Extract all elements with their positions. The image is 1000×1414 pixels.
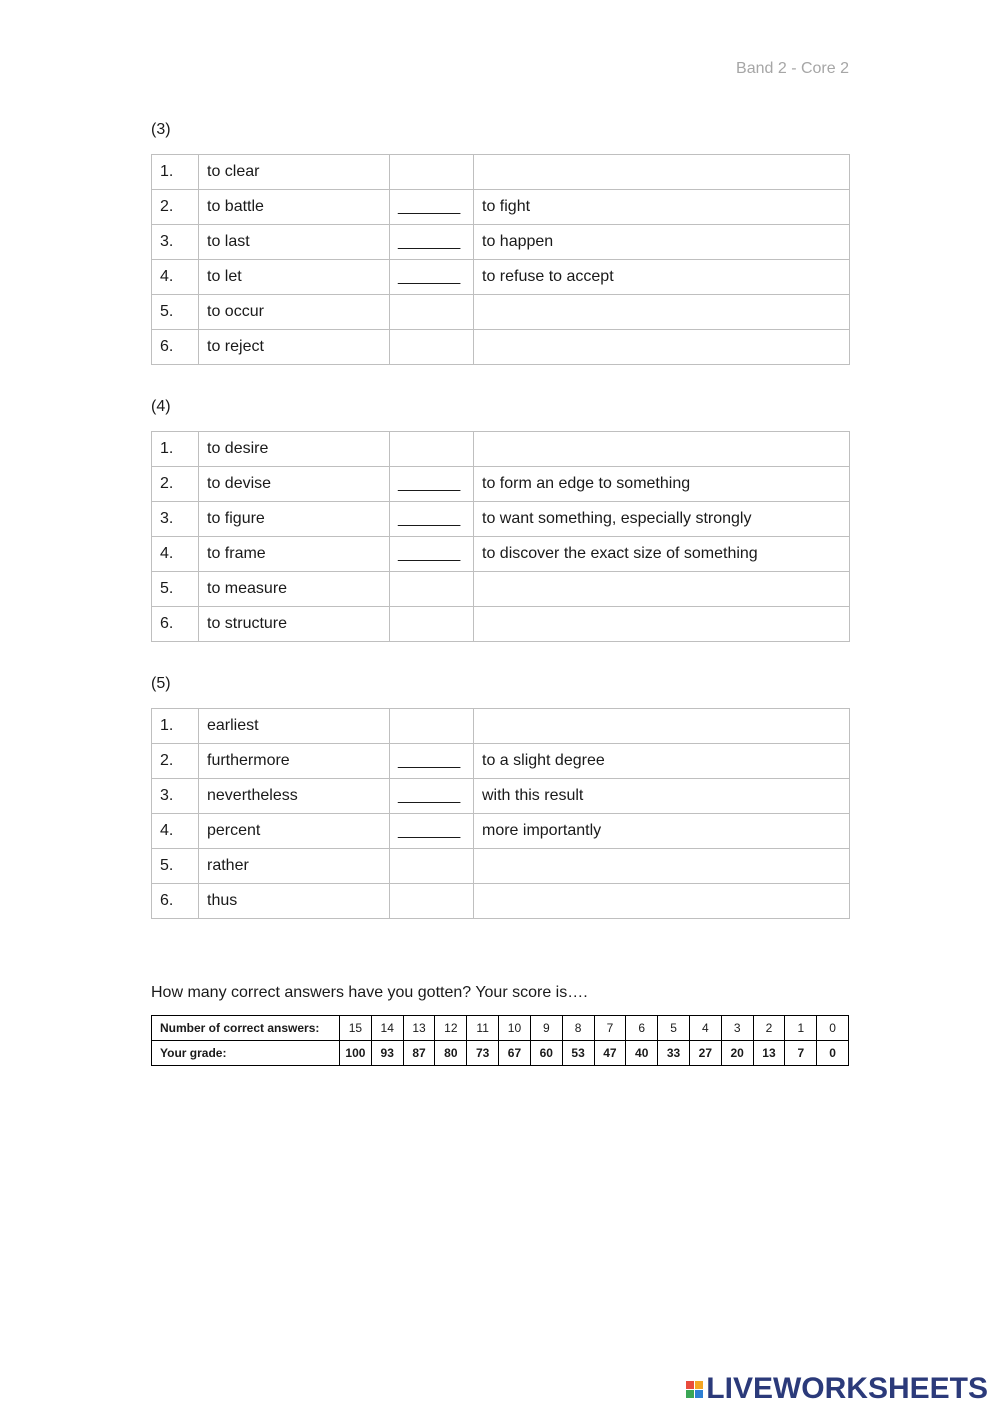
score-question: How many correct answers have you gotten? Your score is…. <box>151 984 588 1001</box>
definition: to want something, especially strongly <box>474 502 850 537</box>
item-number: 4. <box>152 814 199 849</box>
item-number: 5. <box>152 849 199 884</box>
vocab-word: to last <box>199 225 390 260</box>
empty-cell <box>390 849 474 884</box>
table-row <box>152 709 850 744</box>
vocab-word: to frame <box>199 537 390 572</box>
item-number: 5. <box>152 295 199 330</box>
vocab-word: to clear <box>199 155 390 190</box>
table-row <box>152 884 850 919</box>
page-header: Band 2 - Core 2 <box>736 60 849 77</box>
correct-count-cell: 3 <box>721 1016 753 1041</box>
table-row <box>152 607 850 642</box>
empty-cell <box>390 295 474 330</box>
vocab-word: percent <box>199 814 390 849</box>
table-row <box>152 502 850 537</box>
vocab-word: to devise <box>199 467 390 502</box>
correct-count-cell: 12 <box>435 1016 467 1041</box>
vocab-word: to reject <box>199 330 390 365</box>
definition: more importantly <box>474 814 850 849</box>
correct-answers-row <box>152 1016 849 1041</box>
answer-blank[interactable]: _______ <box>390 779 474 814</box>
grade-cell: 47 <box>594 1041 626 1066</box>
item-number: 2. <box>152 744 199 779</box>
grade-cell: 27 <box>689 1041 721 1066</box>
definition <box>474 330 850 365</box>
table-row <box>152 744 850 779</box>
item-number: 6. <box>152 607 199 642</box>
vocab-word: to desire <box>199 432 390 467</box>
table-row <box>152 330 850 365</box>
definition <box>474 155 850 190</box>
grade-cell: 67 <box>499 1041 531 1066</box>
correct-count-cell: 11 <box>467 1016 499 1041</box>
vocab-word: to figure <box>199 502 390 537</box>
vocab-word: furthermore <box>199 744 390 779</box>
vocab-word: nevertheless <box>199 779 390 814</box>
answer-blank[interactable]: _______ <box>390 502 474 537</box>
correct-count-cell: 1 <box>785 1016 817 1041</box>
correct-count-cell: 10 <box>499 1016 531 1041</box>
correct-count-cell: 2 <box>753 1016 785 1041</box>
answer-blank[interactable]: _______ <box>390 537 474 572</box>
answer-blank[interactable]: _______ <box>390 225 474 260</box>
definition <box>474 295 850 330</box>
liveworksheets-logo <box>686 1372 988 1406</box>
answer-blank[interactable]: _______ <box>390 190 474 225</box>
logo-mark-icon <box>686 1381 703 1398</box>
item-number: 1. <box>152 155 199 190</box>
correct-count-cell: 4 <box>689 1016 721 1041</box>
logo-square <box>695 1390 703 1398</box>
logo-text: LIVEWORKSHEETS <box>706 1372 988 1405</box>
empty-cell <box>390 884 474 919</box>
table-row <box>152 572 850 607</box>
logo-square <box>695 1381 703 1389</box>
item-number: 5. <box>152 572 199 607</box>
table-row <box>152 814 850 849</box>
definition: to form an edge to something <box>474 467 850 502</box>
definition: to discover the exact size of something <box>474 537 850 572</box>
definition: to happen <box>474 225 850 260</box>
vocab-word: earliest <box>199 709 390 744</box>
vocab-word: to measure <box>199 572 390 607</box>
definition: to fight <box>474 190 850 225</box>
answer-blank[interactable]: _______ <box>390 814 474 849</box>
item-number: 3. <box>152 502 199 537</box>
empty-cell <box>390 607 474 642</box>
definition <box>474 884 850 919</box>
vocab-word: to battle <box>199 190 390 225</box>
table-row <box>152 779 850 814</box>
matching-table <box>151 431 850 642</box>
answer-blank[interactable]: _______ <box>390 260 474 295</box>
grade-row <box>152 1041 849 1066</box>
table-row <box>152 260 850 295</box>
definition <box>474 849 850 884</box>
vocab-word: thus <box>199 884 390 919</box>
grade-cell: 93 <box>371 1041 403 1066</box>
correct-count-cell: 5 <box>658 1016 690 1041</box>
table-row <box>152 295 850 330</box>
item-number: 3. <box>152 225 199 260</box>
empty-cell <box>390 155 474 190</box>
item-number: 2. <box>152 190 199 225</box>
grade-cell: 100 <box>340 1041 372 1066</box>
empty-cell <box>390 709 474 744</box>
grade-cell: 60 <box>530 1041 562 1066</box>
grade-cell: 73 <box>467 1041 499 1066</box>
matching-table <box>151 154 850 365</box>
item-number: 4. <box>152 537 199 572</box>
section-label: (4) <box>151 398 171 415</box>
correct-count-cell: 14 <box>371 1016 403 1041</box>
definition: with this result <box>474 779 850 814</box>
correct-answers-label: Number of correct answers: <box>152 1016 340 1041</box>
item-number: 3. <box>152 779 199 814</box>
exercise-section <box>151 395 849 642</box>
empty-cell <box>390 330 474 365</box>
table-row <box>152 432 850 467</box>
grade-cell: 33 <box>658 1041 690 1066</box>
vocab-word: to structure <box>199 607 390 642</box>
item-number: 1. <box>152 709 199 744</box>
table-row <box>152 225 850 260</box>
empty-cell <box>390 572 474 607</box>
empty-cell <box>390 432 474 467</box>
definition <box>474 607 850 642</box>
exercise-section <box>151 118 849 365</box>
grade-cell: 80 <box>435 1041 467 1066</box>
vocab-word: to occur <box>199 295 390 330</box>
item-number: 4. <box>152 260 199 295</box>
table-row <box>152 190 850 225</box>
section-label: (3) <box>151 121 171 138</box>
correct-count-cell: 7 <box>594 1016 626 1041</box>
grade-cell: 7 <box>785 1041 817 1066</box>
grade-cell: 87 <box>403 1041 435 1066</box>
definition <box>474 572 850 607</box>
definition <box>474 432 850 467</box>
definition: to refuse to accept <box>474 260 850 295</box>
section-label: (5) <box>151 675 171 692</box>
table-row <box>152 155 850 190</box>
grade-cell: 20 <box>721 1041 753 1066</box>
matching-table <box>151 708 850 919</box>
table-row <box>152 849 850 884</box>
item-number: 6. <box>152 330 199 365</box>
table-row <box>152 537 850 572</box>
definition <box>474 709 850 744</box>
score-table <box>151 1015 849 1066</box>
item-number: 6. <box>152 884 199 919</box>
item-number: 2. <box>152 467 199 502</box>
vocab-word: rather <box>199 849 390 884</box>
correct-count-cell: 13 <box>403 1016 435 1041</box>
vocab-word: to let <box>199 260 390 295</box>
exercise-section <box>151 672 849 919</box>
item-number: 1. <box>152 432 199 467</box>
table-row <box>152 467 850 502</box>
grade-cell: 0 <box>817 1041 849 1066</box>
logo-square <box>686 1381 694 1389</box>
logo-square <box>686 1390 694 1398</box>
correct-count-cell: 15 <box>340 1016 372 1041</box>
grade-cell: 13 <box>753 1041 785 1066</box>
grade-label: Your grade: <box>152 1041 340 1066</box>
correct-count-cell: 8 <box>562 1016 594 1041</box>
correct-count-cell: 0 <box>817 1016 849 1041</box>
definition: to a slight degree <box>474 744 850 779</box>
grade-cell: 40 <box>626 1041 658 1066</box>
correct-count-cell: 6 <box>626 1016 658 1041</box>
correct-count-cell: 9 <box>530 1016 562 1041</box>
grade-cell: 53 <box>562 1041 594 1066</box>
answer-blank[interactable]: _______ <box>390 744 474 779</box>
answer-blank[interactable]: _______ <box>390 467 474 502</box>
